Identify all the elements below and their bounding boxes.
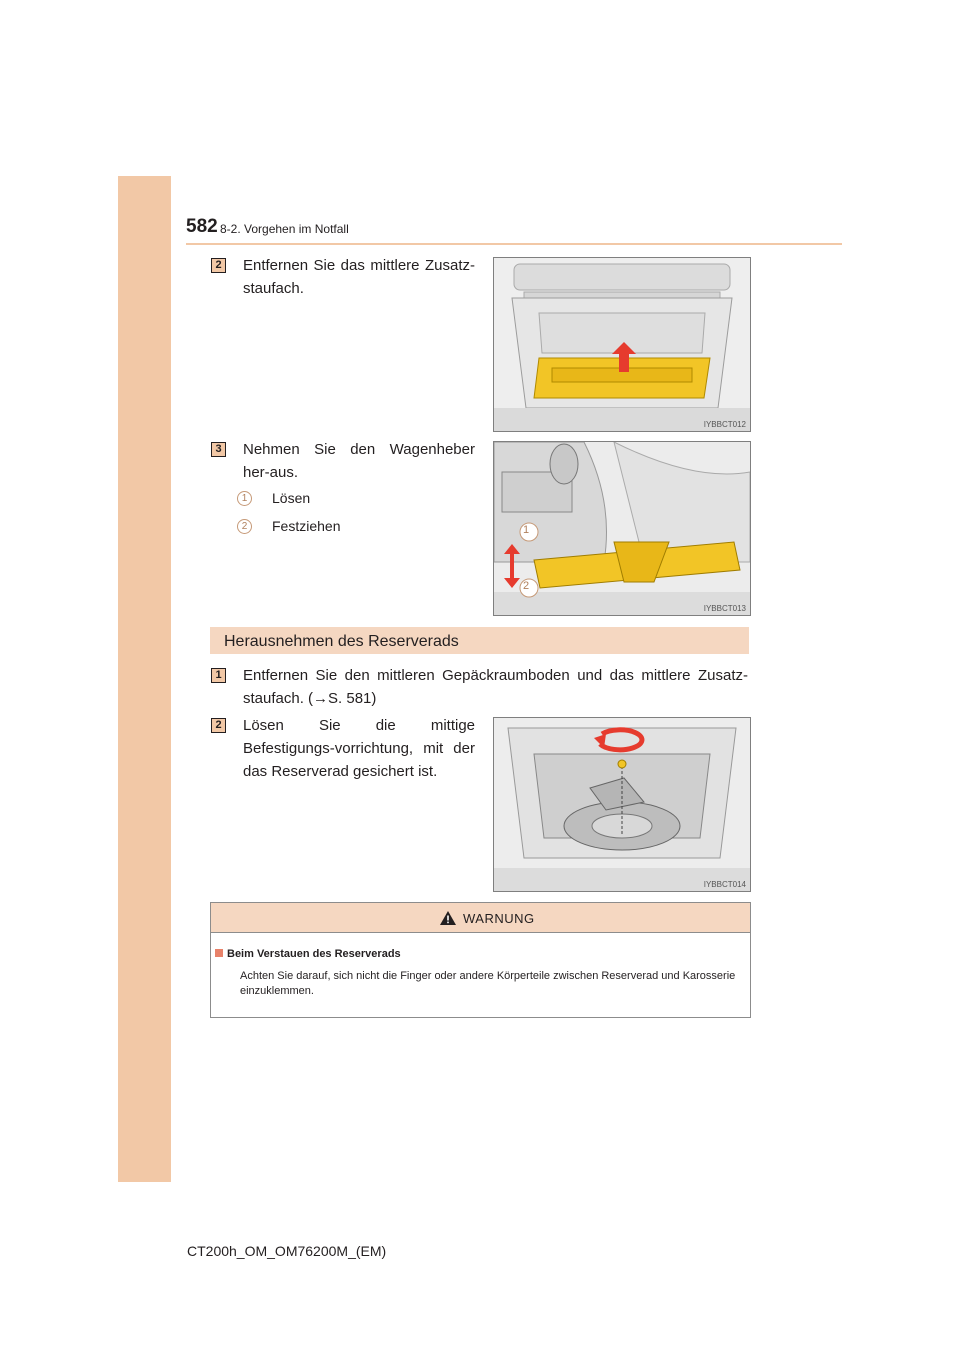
callout-label: 1 [523, 524, 530, 536]
document-code: CT200h_OM_OM76200M_(EM) [187, 1243, 387, 1259]
trunk-storage-illustration [494, 258, 750, 431]
figure-code: IYBBCT012 [703, 420, 746, 429]
subitem-text: Festziehen [272, 518, 341, 534]
step-text: Nehmen Sie den Wagenheber her-aus. [243, 441, 475, 481]
step-number: 1 [211, 668, 226, 683]
chapter-sidebar [118, 176, 171, 1182]
section-heading: Herausnehmen des Reserverads [224, 633, 459, 650]
bullet-square-icon [215, 949, 223, 957]
step-text: Entfernen Sie den mittleren Gepäckraumboden und das mittlere Zusatz-staufach. (→S. 581) [243, 667, 748, 707]
subitem-number: 2 [237, 519, 252, 534]
warning-triangle-icon [439, 910, 457, 926]
trunk-storage-figure [493, 257, 751, 432]
callout-label: 2 [523, 580, 530, 592]
warning-text: Achten Sie darauf, sich nicht die Finger oder andere Körperteile zwischen Reserverad und Karosserie einzuklemmen. [240, 970, 736, 997]
warning-title: WARNUNG [463, 911, 535, 926]
header-rule [186, 243, 842, 245]
figure-code: IYBBCT014 [703, 880, 746, 889]
step-number: 2 [211, 258, 226, 273]
jack-figure [493, 441, 751, 616]
figure-code: IYBBCT013 [703, 604, 746, 613]
warning-header [211, 903, 750, 933]
subitem-number: 1 [237, 491, 252, 506]
subitem-text: Lösen [272, 490, 311, 506]
warning-box [210, 902, 751, 1018]
spare-wheel-illustration [494, 718, 750, 891]
step-number: 2 [211, 718, 226, 733]
jack-illustration [494, 442, 750, 615]
step-number: 3 [211, 442, 226, 457]
page-number: 582 [186, 216, 218, 237]
section-title: 8-2. Vorgehen im Notfall [220, 222, 349, 236]
step-text: Entfernen Sie das mittlere Zusatz-staufach. [243, 257, 475, 297]
spare-wheel-figure [493, 717, 751, 892]
warning-subheading: Beim Verstauen des Reserverads [227, 948, 401, 960]
step-text: Lösen Sie die mittige Befestigungs-vorrichtung, mit der das Reserverad gesichert ist. [243, 717, 475, 780]
